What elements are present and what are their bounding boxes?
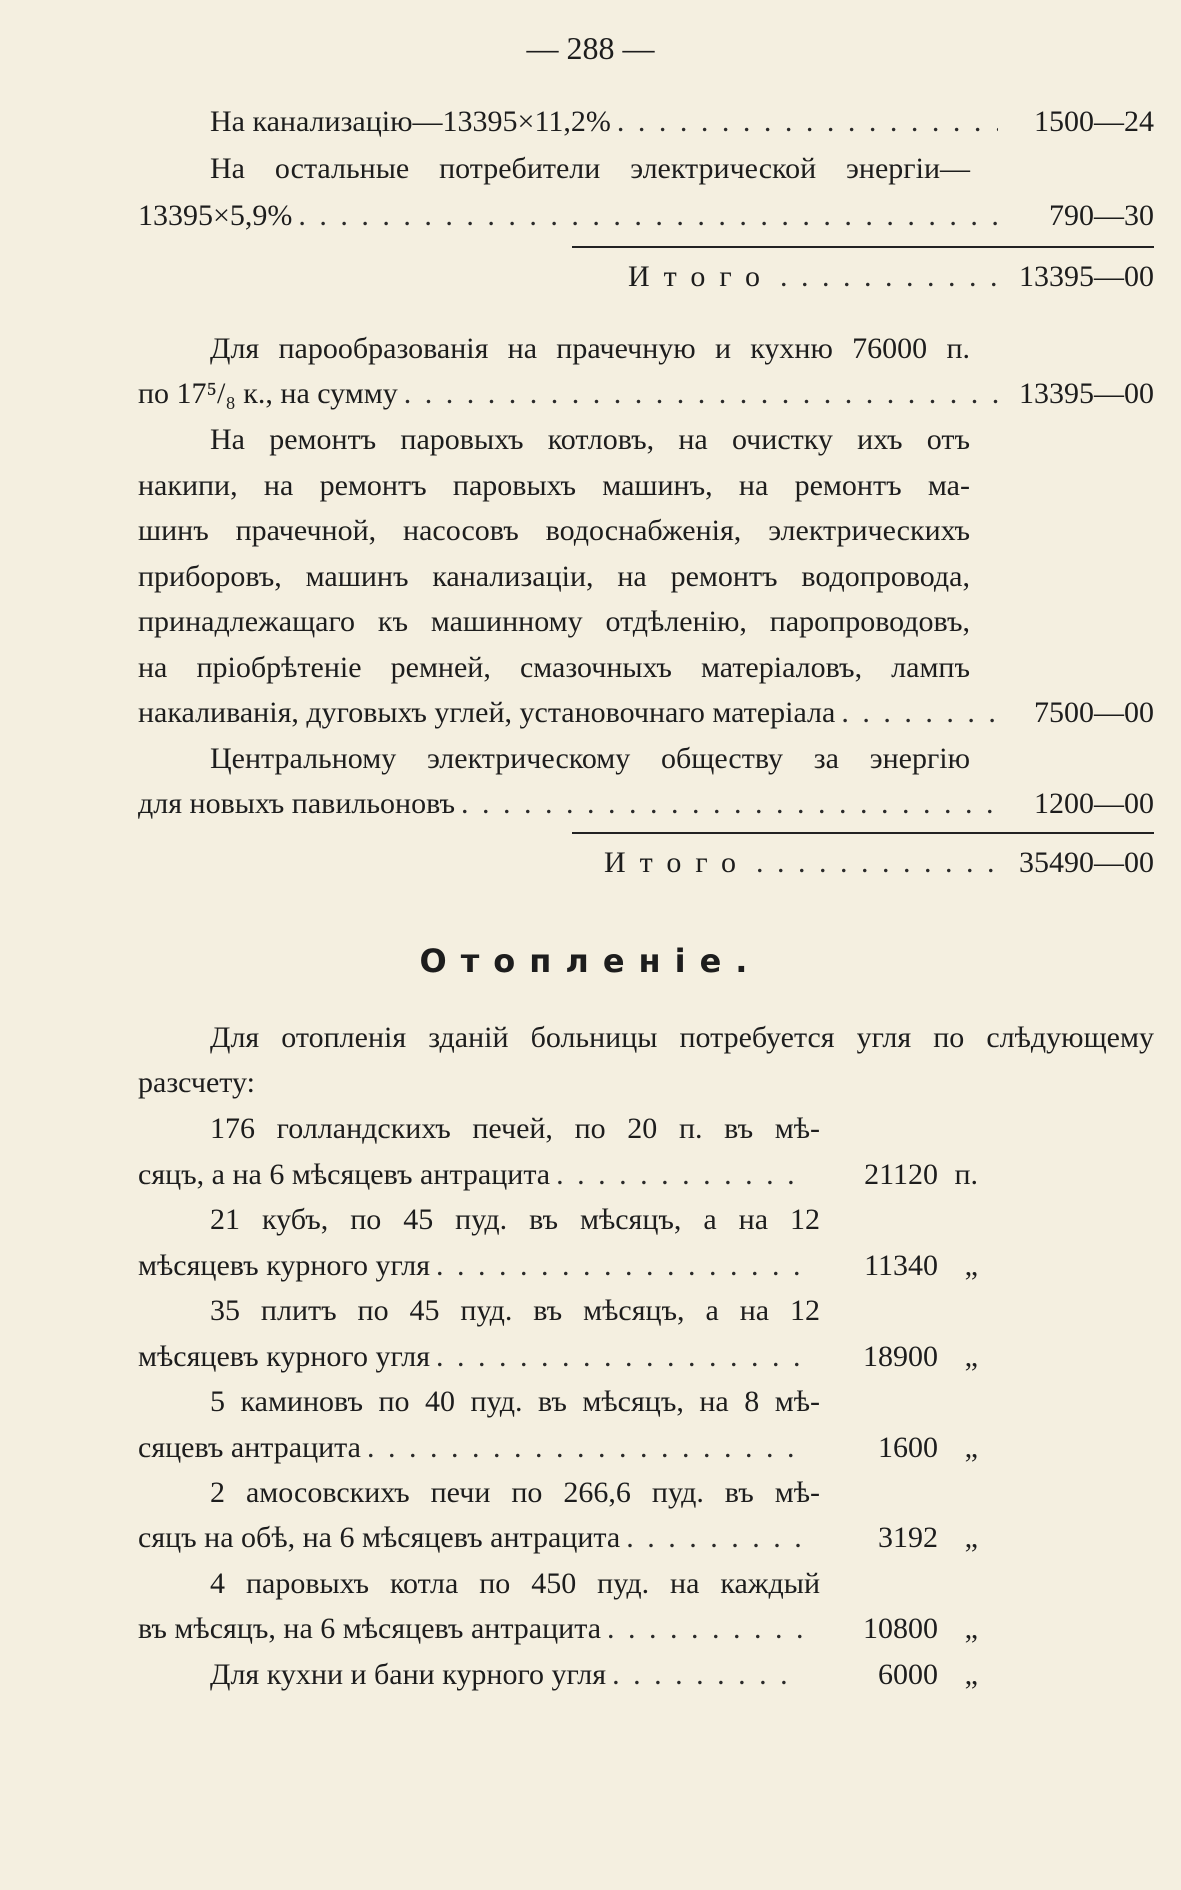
item-text: 176 голландскихъ печей, по 20 п. въ мѣ-: [210, 1112, 820, 1145]
total-row: [628, 257, 1154, 297]
list-item: [138, 374, 1154, 414]
item-text: принадлежащаго къ машинному отдѣленію, паропроводовъ,: [138, 605, 970, 638]
paragraph-line: [138, 557, 1154, 597]
coal-item: [210, 1564, 978, 1604]
list-item: [138, 196, 1154, 236]
dot-leader: [612, 1655, 802, 1695]
item-text: 21 кубъ, по 45 пуд. въ мѣсяцъ, а на 12: [210, 1203, 820, 1236]
dot-leader: [298, 196, 998, 236]
item-amount: 21120: [864, 1158, 938, 1191]
coal-item: [138, 1155, 978, 1195]
dot-leader: [626, 1518, 802, 1558]
item-text: для новыхъ павильоновъ: [138, 787, 456, 820]
item-text: Центральному электрическому обществу за энергію: [210, 742, 970, 775]
paragraph-line: [138, 511, 1154, 551]
item-text: приборовъ, машинъ канализаціи, на ремонтъ водопровода,: [138, 560, 970, 593]
coal-item: [210, 1200, 978, 1240]
dot-leader: [461, 784, 998, 824]
coal-item: [210, 1291, 978, 1331]
list-item: [210, 329, 1154, 369]
dot-leader: [756, 843, 998, 883]
item-amount: 1600: [878, 1431, 938, 1464]
item-text: сяцъ на обѣ, на 6 мѣсяцевъ антрацита: [138, 1521, 621, 1554]
coal-item: [138, 1518, 978, 1558]
dot-leader: [404, 374, 998, 414]
item-text: по 17⁵/₈ к., на сумму: [138, 377, 398, 410]
dot-leader: [367, 1428, 802, 1468]
item-text: мѣсяцевъ курного угля: [138, 1249, 431, 1282]
list-item: [138, 693, 1154, 733]
dot-leader: [841, 693, 998, 733]
item-amount: 10800: [863, 1612, 938, 1645]
coal-item: [210, 1382, 978, 1422]
dot-leader: [556, 1155, 802, 1195]
item-text: на пріобрѣтеніе ремней, смазочныхъ матеріаловъ, лампъ: [138, 651, 970, 684]
total-label: Итого: [604, 846, 750, 879]
item-amount: 6000: [878, 1658, 938, 1691]
coal-item: [210, 1473, 978, 1513]
item-text: На остальные потребители электрической энергіи—: [210, 152, 970, 185]
item-text: шинъ прачечной, насосовъ водоснабженія, электрическихъ: [138, 514, 970, 547]
item-text: въ мѣсяцъ, на 6 мѣсяцевъ антрацита: [138, 1612, 602, 1645]
dot-leader: [607, 1609, 802, 1649]
item-unit: „: [964, 1521, 978, 1554]
paragraph-line: [210, 1018, 1154, 1058]
list-item: [138, 784, 1154, 824]
item-amount: 790—30: [1049, 199, 1154, 232]
sum-rule: [572, 246, 1154, 248]
coal-item: [138, 1428, 978, 1468]
item-unit: „: [964, 1431, 978, 1464]
dot-leader: [436, 1337, 802, 1377]
item-text: Для парообразованія на прачечную и кухню 76000 п.: [210, 332, 970, 365]
item-text: сяцевъ антрацита: [138, 1431, 361, 1464]
total-row: [604, 843, 1154, 883]
item-amount: 3192: [878, 1521, 938, 1554]
intro-text: Для отопленія зданій больницы потребуется угля по слѣдующему: [210, 1021, 1154, 1054]
intro-text: разсчету:: [138, 1066, 255, 1099]
item-text: 4 паровыхъ котла по 450 пуд. на каждый: [210, 1567, 820, 1600]
paragraph-line: [138, 1063, 1154, 1103]
item-amount: 13395—00: [1019, 377, 1154, 410]
item-text: Для кухни и бани курного угля: [210, 1658, 607, 1691]
item-text: накипи, на ремонтъ паровыхъ машинъ, на ремонтъ ма-: [138, 469, 970, 502]
dot-leader: [436, 1246, 802, 1286]
dot-leader: [780, 257, 998, 297]
item-amount: 18900: [863, 1340, 938, 1373]
coal-item: [138, 1246, 978, 1286]
dot-leader: [617, 102, 998, 142]
paragraph-line: [138, 602, 1154, 642]
item-text: мѣсяцевъ курного угля: [138, 1340, 431, 1373]
item-text: накаливанія, дуговыхъ углей, установочнаго матеріала: [138, 696, 836, 729]
list-item: [210, 102, 1154, 142]
item-unit: „: [964, 1340, 978, 1373]
item-text: 5 каминовъ по 40 пуд. въ мѣсяцъ, на 8 мѣ-: [210, 1385, 820, 1418]
item-amount: 1200—00: [1034, 787, 1154, 820]
section-heading: Отопленіе.: [419, 942, 762, 980]
paragraph-line: [138, 648, 1154, 688]
total-label: Итого: [628, 260, 774, 293]
item-unit: „: [964, 1249, 978, 1282]
item-text: 2 амосовскихъ печи по 266,6 пуд. въ мѣ-: [210, 1476, 820, 1509]
total-amount: 13395—00: [1019, 260, 1154, 293]
coal-item: [138, 1609, 978, 1649]
item-unit: „: [964, 1612, 978, 1645]
item-amount: 11340: [864, 1249, 938, 1282]
coal-item: [210, 1655, 978, 1695]
paragraph-line: [138, 466, 1154, 506]
item-amount: 1500—24: [1034, 105, 1154, 138]
total-amount: 35490—00: [1019, 846, 1154, 879]
paragraph-line: [210, 420, 1154, 460]
item-text: сяцъ, а на 6 мѣсяцевъ антрацита: [138, 1158, 551, 1191]
item-unit: „: [964, 1658, 978, 1691]
coal-item: [210, 1109, 978, 1149]
item-amount: 7500—00: [1034, 696, 1154, 729]
list-item: [210, 739, 1154, 779]
item-text: 13395×5,9%: [138, 199, 293, 232]
item-text: На канализацію—13395×11,2%: [210, 105, 611, 138]
item-text: 35 плитъ по 45 пуд. въ мѣсяцъ, а на 12: [210, 1294, 820, 1327]
item-unit: п.: [954, 1158, 978, 1191]
list-item: [210, 149, 1154, 189]
item-text: На ремонтъ паровыхъ котловъ, на очистку ихъ отъ: [210, 423, 970, 456]
coal-item: [138, 1337, 978, 1377]
sum-rule: [572, 832, 1154, 834]
page-number: — 288 —: [526, 30, 655, 66]
